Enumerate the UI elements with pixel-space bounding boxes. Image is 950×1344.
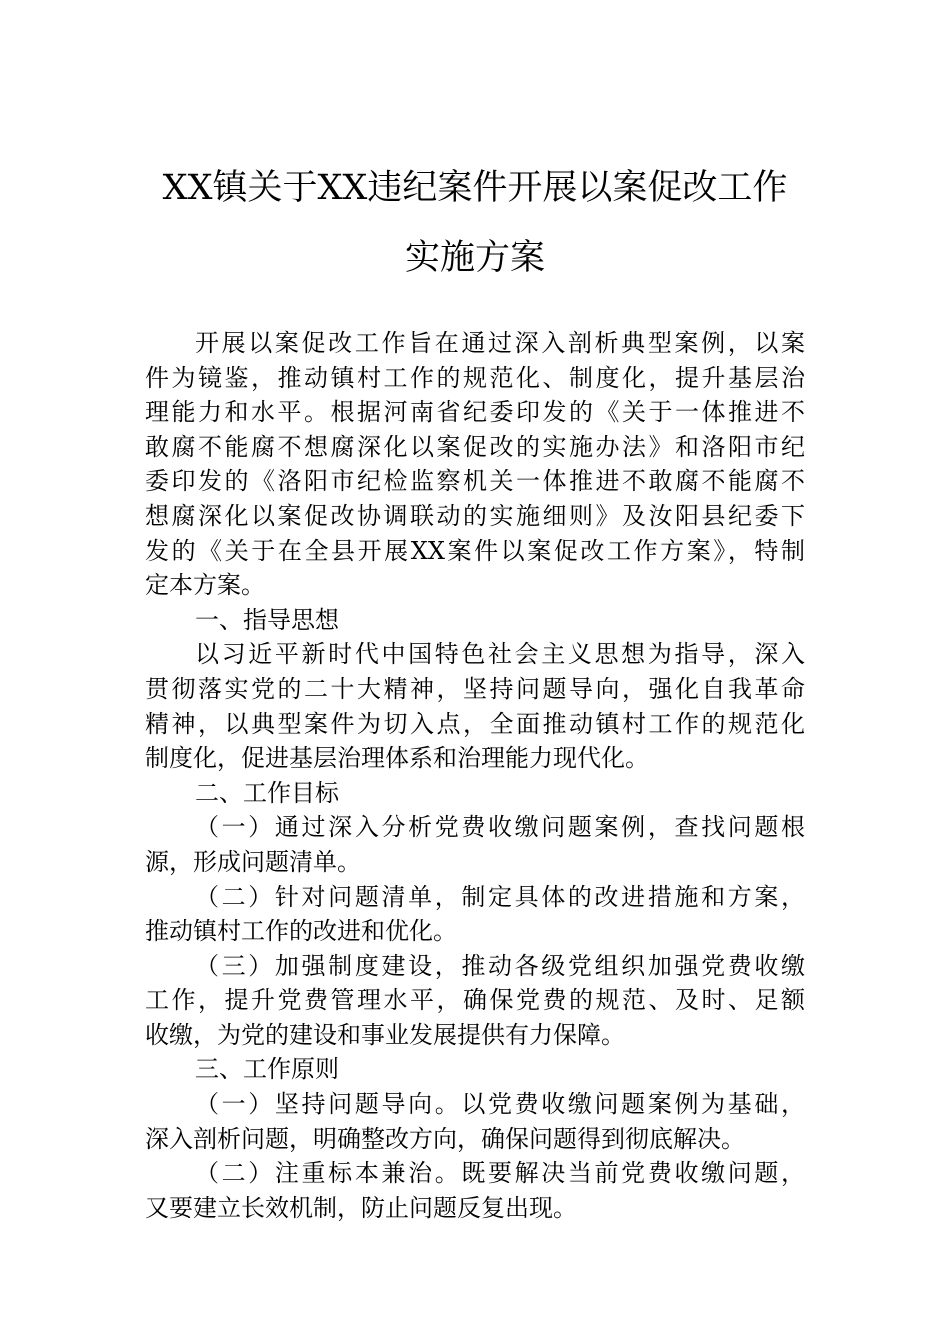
paragraph-line: 源，形成问题清单。 (145, 847, 361, 876)
paragraph (145, 1052, 805, 1087)
paragraph-line: 制度化，促进基层治理体系和治理能力现代化。 (145, 744, 649, 773)
paragraph-line: 理能力和水平。根据河南省纪委印发的《关于一体推进不 (145, 398, 805, 427)
paragraph (145, 810, 805, 879)
paragraph-line: （一）坚持问题导向。以党费收缴问题案例为基础， (195, 1090, 805, 1119)
paragraph-line: 深入剖析问题，明确整改方向，确保问题得到彻底解决。 (145, 1124, 745, 1153)
document-body (145, 326, 805, 1225)
paragraph-line: 收缴，为党的建设和事业发展提供有力保障。 (145, 1020, 625, 1049)
paragraph-line: 想腐深化以案促改协调联动的实施细则》及汝阳县纪委下 (145, 501, 805, 530)
document-title-line-1: XX镇关于XX违纪案件开展以案促改工作 (162, 168, 788, 208)
paragraph-line: 工作，提升党费管理水平，确保党费的规范、及时、足额 (145, 986, 805, 1015)
paragraph-line: 推动镇村工作的改进和优化。 (145, 917, 457, 946)
paragraph-line: 开展以案促改工作旨在通过深入剖析典型案例，以案 (195, 329, 805, 357)
paragraph (145, 776, 805, 811)
paragraph-line: 以习近平新时代中国特色社会主义思想为指导，深入 (195, 640, 805, 669)
paragraph-line: 贯彻落实党的二十大精神，坚持问题导向，强化自我革命 (145, 674, 805, 703)
paragraph-line: 敢腐不能腐不想腐深化以案促改的实施办法》和洛阳市纪 (145, 432, 805, 461)
paragraph-line: 二、工作目标 (195, 778, 339, 807)
paragraph-line: （二）注重标本兼治。既要解决当前党费收缴问题， (195, 1159, 805, 1188)
document-title-line-2: 实施方案 (404, 238, 545, 278)
paragraph (145, 880, 805, 949)
paragraph-line: 一、指导思想 (195, 605, 339, 634)
paragraph (145, 949, 805, 1053)
paragraph (145, 637, 805, 775)
paragraph-line: （二）针对问题清单，制定具体的改进措施和方案， (195, 882, 805, 911)
paragraph (145, 603, 805, 638)
paragraph-line: 又要建立长效机制，防止问题反复出现。 (145, 1193, 577, 1222)
paragraph (145, 1087, 805, 1156)
paragraph-line: 精神，以典型案件为切入点，全面推动镇村工作的规范化 (145, 709, 805, 738)
paragraph-line: （三）加强制度建设，推动各级党组织加强党费收缴 (195, 951, 805, 980)
paragraph (145, 326, 805, 603)
paragraph-line: （一）通过深入分析党费收缴问题案例，查找问题根 (195, 813, 805, 842)
paragraph-line: 委印发的《洛阳市纪检监察机关一体推进不敢腐不能腐不 (145, 467, 805, 496)
paragraph-line: 三、工作原则 (195, 1055, 339, 1084)
paragraph-line: 定本方案。 (145, 571, 265, 600)
paragraph-line: 发的《关于在全县开展XX案件以案促改工作方案》，特制 (145, 536, 805, 565)
paragraph-line: 件为镜鉴，推动镇村工作的规范化、制度化，提升基层治 (145, 363, 805, 392)
paragraph (145, 1156, 805, 1225)
